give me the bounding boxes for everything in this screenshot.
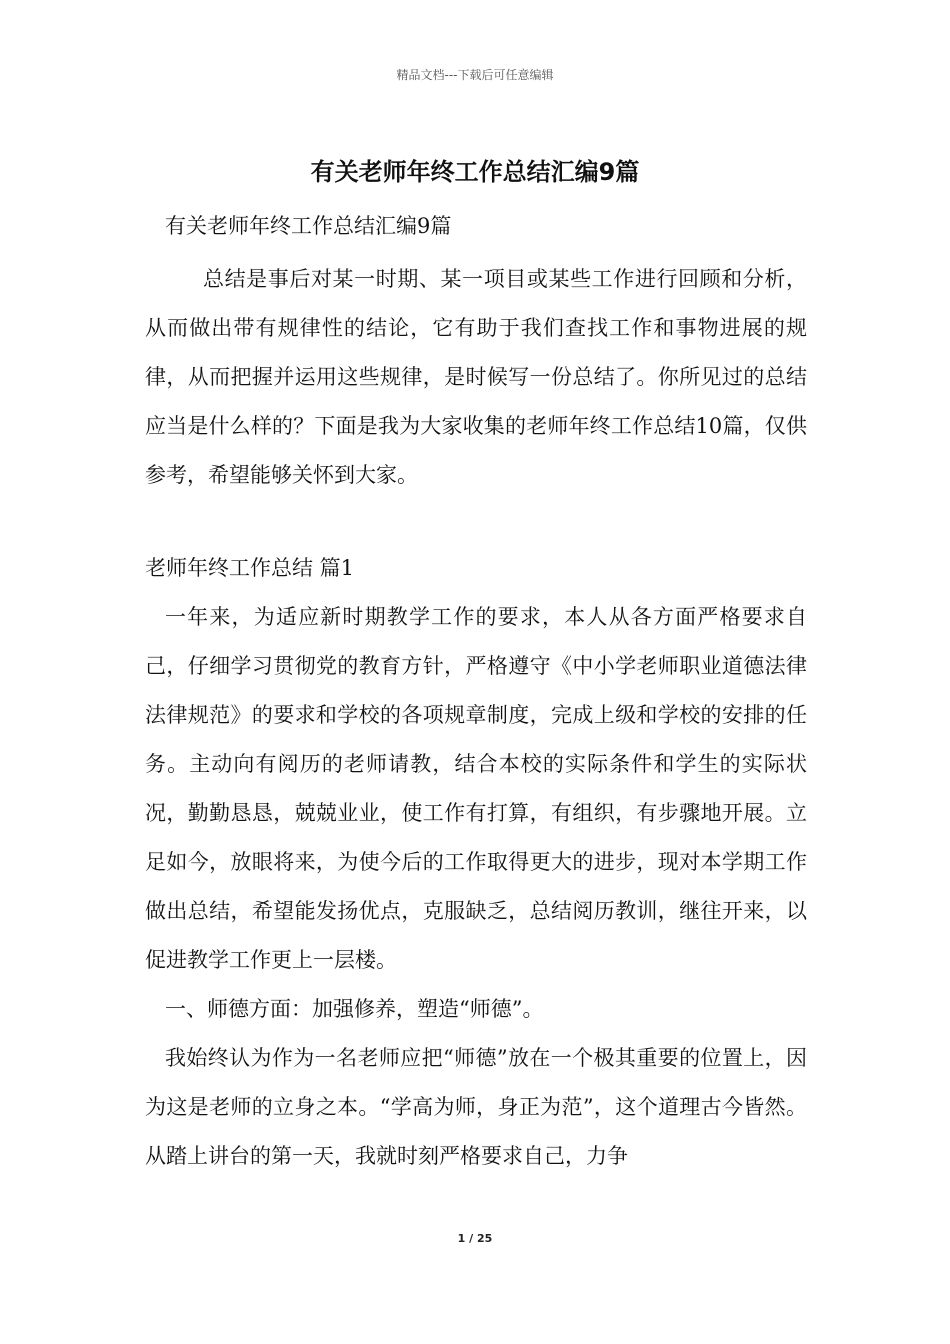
header-note: 精品文档---下载后可任意编辑: [396, 68, 554, 82]
section-heading: 老师年终工作总结 篇1: [145, 556, 355, 580]
document-body: [145, 202, 807, 1181]
page-number: 1 / 25: [457, 1232, 493, 1245]
document-subtitle: 有关老师年终工作总结汇编9篇: [165, 214, 452, 238]
sub-heading-ethics: 一、师德方面：加强修养，塑造“师德”。: [165, 997, 544, 1021]
document-title: 有关老师年终工作总结汇编9篇: [310, 158, 640, 186]
body-paragraph-1: 一年来，为适应新时期教学工作的要求，本人从各方面严格要求自己，仔细学习贯彻党的教育方针，严格遵守《中小学老师职业道德法律法律规范》的要求和学校的各项规章制度，完成上级和学校的安排的任务。主动向有阅历的老师请教，结合本校的实际条件和学生的实际状况，勤勤恳恳，兢兢业业，使工作有打算，有组织，有步骤地开展。立足如今，放眼将来，为使今后的工作取得更大的进步，现对本学期工作做出总结，希望能发扬优点，克服缺乏，总结阅历教训，继往开来，以促进教学工作更上一层楼。: [145, 605, 807, 972]
intro-paragraph: 总结是事后对某一时期、某一项目或某些工作进行回顾和分析，从而做出带有规律性的结论，它有助于我们查找工作和事物进展的规律，从而把握并运用这些规律，是时候写一份总结了。你所见过的总结应当是什么样的？下面是我为大家收集的老师年终工作总结10篇，仅供参考，希望能够关怀到大家。: [145, 267, 807, 487]
body-paragraph-2: 我始终认为作为一名老师应把“师德”放在一个极其重要的位置上，因为这是老师的立身之本。“学高为师，身正为范”，这个道理古今皆然。从踏上讲台的第一天，我就时刻严格要求自己，力争: [145, 1046, 807, 1168]
